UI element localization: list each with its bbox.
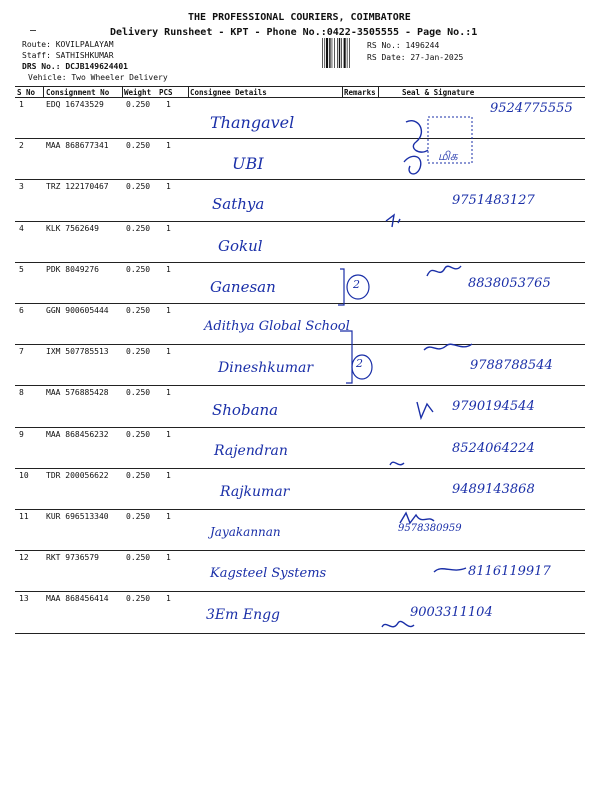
row-weight: 0.250 (126, 306, 151, 315)
row-weight: 0.250 (126, 264, 151, 274)
barcode-bar (349, 38, 350, 68)
barcode-bar (334, 38, 335, 68)
signature-scribble (380, 617, 440, 641)
column-header: PCS (159, 88, 173, 97)
row-phone: 9489143868 (452, 481, 535, 497)
row-weight: 0.250 (126, 100, 151, 109)
row-divider (15, 179, 585, 180)
row-phone: 9578380959 (398, 523, 462, 534)
staff-line (22, 51, 114, 60)
row-pcs: 1 (166, 264, 171, 274)
row-pcs: 1 (166, 429, 171, 439)
row-consignee: Gokul (218, 236, 263, 255)
row-consignee: Jayakannan (210, 525, 281, 539)
column-header: Consignee Details (190, 88, 267, 97)
row-sno: 4 (19, 223, 24, 233)
column-divider (188, 86, 189, 97)
row-consignee: Shobana (212, 401, 279, 420)
column-divider (122, 86, 123, 97)
barcode-bar (332, 38, 333, 68)
row-divider (15, 385, 585, 386)
row-weight: 0.250 (126, 223, 151, 233)
row-consignment: TRZ 122170467 (46, 182, 109, 192)
row-divider (15, 262, 585, 263)
row-consignee: Adithya Global School (204, 319, 350, 334)
rs-no-label: RS No.: (367, 41, 401, 50)
row-consignment: EDQ 16743529 (46, 100, 104, 109)
row-weight: 0.250 (126, 347, 151, 357)
row-divider (15, 138, 585, 139)
row-pcs: 1 (166, 553, 171, 563)
row-sno: 3 (19, 182, 24, 192)
row-phone: 8838053765 (468, 275, 551, 291)
runsheet-subtitle: Delivery Runsheet - KPT - Phone No.:0422-3505555 - Page No.:1 (110, 27, 478, 38)
barcode-bar (322, 38, 323, 68)
column-header: S No (17, 88, 36, 97)
route-value: KOVILPALAYAM (55, 40, 114, 49)
row-consignee: Thangavel (210, 113, 295, 132)
row-pcs: 1 (166, 182, 171, 192)
row-consignment: RKT 9736579 (46, 553, 99, 563)
rs-date-line (367, 53, 463, 62)
row-divider (15, 633, 585, 634)
row-divider (15, 509, 585, 510)
row-pcs: 1 (166, 306, 171, 315)
row-consignee: UBI (232, 154, 264, 174)
drs-label: DRS No.: (22, 62, 61, 71)
row-consignee: Dineshkumar (218, 360, 314, 377)
row-consignment: KLK 7562649 (46, 223, 99, 233)
rs-no-value: 1496244 (405, 41, 440, 50)
header-bottom-line (15, 97, 585, 98)
barcode-bar (326, 38, 328, 68)
row-weight: 0.250 (126, 512, 151, 521)
column-header: Remarks (344, 88, 376, 97)
row-divider (15, 468, 585, 469)
row-consignee: 3Em Engg (206, 607, 281, 624)
row-sno: 13 (19, 594, 29, 604)
vehicle-label: Vehicle: (28, 73, 67, 82)
vehicle-line (28, 73, 168, 82)
signature-scribble (425, 262, 485, 286)
row-pcs: 1 (166, 512, 171, 521)
row-consignee: Rajendran (214, 442, 288, 459)
route-label: Route: (22, 40, 51, 49)
row-consignment: MAA 868456232 (46, 429, 109, 439)
barcode-bar (339, 38, 340, 68)
row-pcs: 1 (166, 100, 171, 109)
row-weight: 0.250 (126, 470, 151, 480)
row-weight: 0.250 (126, 388, 151, 398)
table-top-line (15, 86, 585, 87)
staff-label: Staff: (22, 51, 51, 60)
row-consignee: Sathya (212, 195, 265, 214)
barcode-bar (344, 38, 346, 68)
row-consignment: IXM 507785513 (46, 347, 109, 357)
signature-scribble (415, 398, 475, 422)
remark-1: 2 (353, 278, 360, 291)
row-divider (15, 221, 585, 222)
drs-value: DCJB149624401 (65, 62, 128, 71)
rs-date-value: 27-Jan-2025 (410, 53, 464, 62)
barcode-bar (324, 38, 325, 68)
barcode-bar (337, 38, 338, 68)
row-consignment: KUR 696513340 (46, 512, 109, 521)
row-weight: 0.250 (126, 182, 151, 192)
row-sno: 8 (19, 388, 24, 398)
column-header: Weight (124, 88, 152, 97)
row-sno: 5 (19, 264, 24, 274)
row-consignee: Ganesan (210, 277, 276, 296)
drs-line (22, 62, 128, 71)
row-consignment: TDR 200056622 (46, 470, 109, 480)
row-consignment: MAA 868456414 (46, 594, 109, 604)
row-divider (15, 344, 585, 345)
signature-scribble (422, 338, 482, 362)
row-pcs: 1 (166, 141, 171, 151)
barcode-bar (341, 38, 342, 68)
row-pcs: 1 (166, 347, 171, 357)
row-consignment: GGN 900605444 (46, 306, 109, 315)
signature-scribble (432, 562, 492, 586)
column-divider (43, 86, 44, 97)
row-divider (15, 550, 585, 551)
row-pcs: 1 (166, 223, 171, 233)
company-title: THE PROFESSIONAL COURIERS, COIMBATORE (188, 12, 411, 23)
row-phone: 9751483127 (452, 193, 535, 209)
row-weight: 0.250 (126, 429, 151, 439)
row-phone: 9788788544 (470, 358, 553, 374)
row-pcs: 1 (166, 470, 171, 480)
signature-scribble (382, 213, 442, 237)
column-header: Seal & Signature (402, 88, 475, 97)
row-consignment: MAA 868677341 (46, 141, 109, 151)
row-pcs: 1 (166, 388, 171, 398)
vehicle-value: Two Wheeler Delivery (71, 73, 168, 82)
row-sno: 2 (19, 141, 24, 151)
row-weight: 0.250 (126, 141, 151, 151)
row-divider (15, 427, 585, 428)
rs-date-label: RS Date: (367, 53, 406, 62)
row-divider (15, 303, 585, 304)
row-consignment: PDK 8049276 (46, 264, 99, 274)
row-phone: 8524064224 (452, 440, 535, 456)
seal-stamp (398, 112, 478, 182)
column-header: Consignment No (46, 88, 110, 97)
column-divider (342, 86, 343, 97)
row-sno: 10 (19, 470, 29, 480)
signature-scribble (398, 511, 458, 535)
signature-scribble (388, 455, 448, 479)
row-sno: 9 (19, 429, 24, 439)
staff-value: SATHISHKUMAR (55, 51, 114, 60)
rs-no-line (367, 41, 439, 50)
remark-2: 2 (356, 357, 363, 370)
row-consignment: MAA 576885428 (46, 388, 109, 398)
row-divider (15, 591, 585, 592)
row-phone: 9003311104 (410, 605, 493, 621)
row-phone: 8116119917 (468, 564, 551, 580)
route-line (22, 40, 114, 49)
row-sno: 12 (19, 553, 29, 563)
dash-mark (30, 30, 36, 31)
column-divider (378, 86, 379, 97)
barcode-image (322, 38, 356, 68)
svg-text:மிக: மிக (438, 149, 458, 163)
row-phone: 9524775555 (490, 101, 573, 116)
barcode-bar (347, 38, 348, 68)
row-consignee: Kagsteel Systems (210, 566, 327, 582)
row-phone: 9790194544 (452, 399, 535, 415)
row-sno: 1 (19, 100, 24, 109)
row-sno: 6 (19, 306, 24, 315)
row-weight: 0.250 (126, 594, 151, 604)
barcode-bar (329, 38, 330, 68)
row-sno: 7 (19, 347, 24, 357)
row-consignee: Rajkumar (220, 483, 290, 500)
row-weight: 0.250 (126, 553, 151, 563)
row-pcs: 1 (166, 594, 171, 604)
row-sno: 11 (19, 512, 29, 521)
